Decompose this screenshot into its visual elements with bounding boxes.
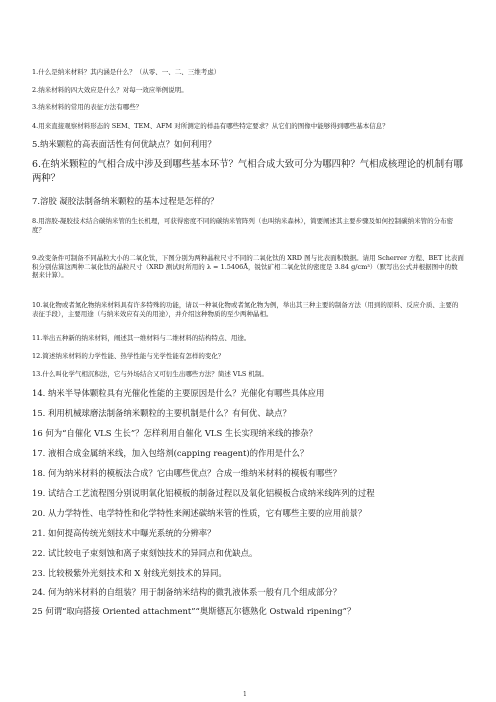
question-10: 10.氧化物或者氮化物纳米材料具有许多特殊的功能，请以一种氧化物或者氮化物为例，举出其三种主要的制备方法（用到的原料、反应介质、主要的表征手段），主要用途（与纳米效应有关的用途），并介绍这种物质的至少两种晶相。 (32, 301, 459, 318)
question-15: 15. 利用机械球磨法制备纳米颗粒的主要机制是什么？有何优、缺点？ (32, 408, 291, 418)
question-22: 22. 试比较电子束刻蚀和离子束刻蚀技术的异同点和优缺点。 (32, 548, 258, 558)
question-4: 4.用来直接观察材料形态的 SEM、TEM、AFM 对所测定的样品有哪些特定要求？从它们的图像中能够得到哪些基本信息？ (32, 122, 389, 130)
page-number: 1 (243, 691, 247, 698)
question-16: 16 何为“自催化 VLS 生长”？怎样利用自催化 VLS 生长实现纳米线的掺杂？ (32, 428, 317, 438)
question-25: 25 何谓“取向搭接 Oriented attachment”“奥斯德瓦尔德熟化 Ostwald ripening”？ (32, 606, 356, 616)
question-23: 23. 比较极紫外光刻技术和 X 射线光刻技术的异同。 (32, 568, 227, 578)
question-13: 13.什么叫化学气相沉积法，它与外场结合又可衍生出哪些方法？简述 VLS 机制。 (32, 370, 268, 378)
question-8: 8.用溶胶-凝胶技术结合碳纳米管的生长机理，可获得密度不同的碳纳米管阵列（也叫纳米森林），简要阐述其主要步骤及如何控制碳纳米管的分布密度？ (32, 217, 454, 234)
question-18: 18. 何为纳米材料的模板法合成？它由哪些优点？合成一维纳米材料的模板有哪些？ (32, 468, 342, 478)
question-19: 19. 试结合工艺流程图分别说明氧化铝模板的制备过程以及氧化铝模板合成纳米线阵列的过程 (32, 488, 375, 498)
question-12: 12.简述纳米材料的力学性能、热学性能与光学性能有怎样的变化？ (32, 352, 225, 360)
question-20: 20. 从力学特性、电学特性和化学特性来阐述碳纳米管的性质，它有哪些主要的应用前景？ (32, 508, 367, 518)
question-11: 11.举出五种新的纳米材料，阐述其一维材料与二维材料的结构特点、用途。 (32, 334, 251, 342)
question-14: 14. 纳米半导体颗粒具有光催化性能的主要原因是什么？光催化有哪些具体应用 (32, 388, 325, 398)
question-17: 17. 液相合成金属纳米线，加入包络剂(capping reagent)的作用是什么？ (32, 448, 309, 458)
question-5: 5.纳米颗粒的高表面活性有何优缺点？如何利用？ (32, 139, 216, 149)
question-3: 3.纳米材料的常用的表征方法有哪些？ (32, 103, 143, 111)
question-24: 24. 何为纳米材料的自组装？用于制备纳米结构的微乳液体系一般有几个组成部分？ (32, 587, 342, 597)
question-21: 21. 如何提高传统光刻技术中曝光系统的分辨率？ (32, 528, 216, 538)
question-9: 9.改变条件可制备不同晶粒大小的二氧化钛，下图分别为两种晶粒尺寸不同的二氧化钛的 XRD 图与比表面积数据。请用 Scherrer 方程、BET 比表面积分别估算这两种二氧化钛的晶粒尺寸（XRD 测试时所用的 λ = 1.5406Å，锐钛矿相二氧化钛的密度是 3.84 g/cm³）（默写出公式并根据图中的数据来计算）。 (32, 254, 464, 280)
question-6: 6.在纳米颗粒的气相合成中涉及到哪些基本环节？气相合成大致可分为哪四种？气相成核理论的机制有哪两种？ (32, 159, 463, 185)
question-2: 2.纳米材料的四大效应是什么？对每一效应举例说明。 (32, 86, 188, 94)
question-1: 1.什么是纳米材料？其内涵是什么？（从零、一、二、三维考虑） (32, 68, 221, 76)
question-7: 7.溶胶 凝胶法制备纳米颗粒的基本过程是怎样的？ (32, 196, 219, 206)
